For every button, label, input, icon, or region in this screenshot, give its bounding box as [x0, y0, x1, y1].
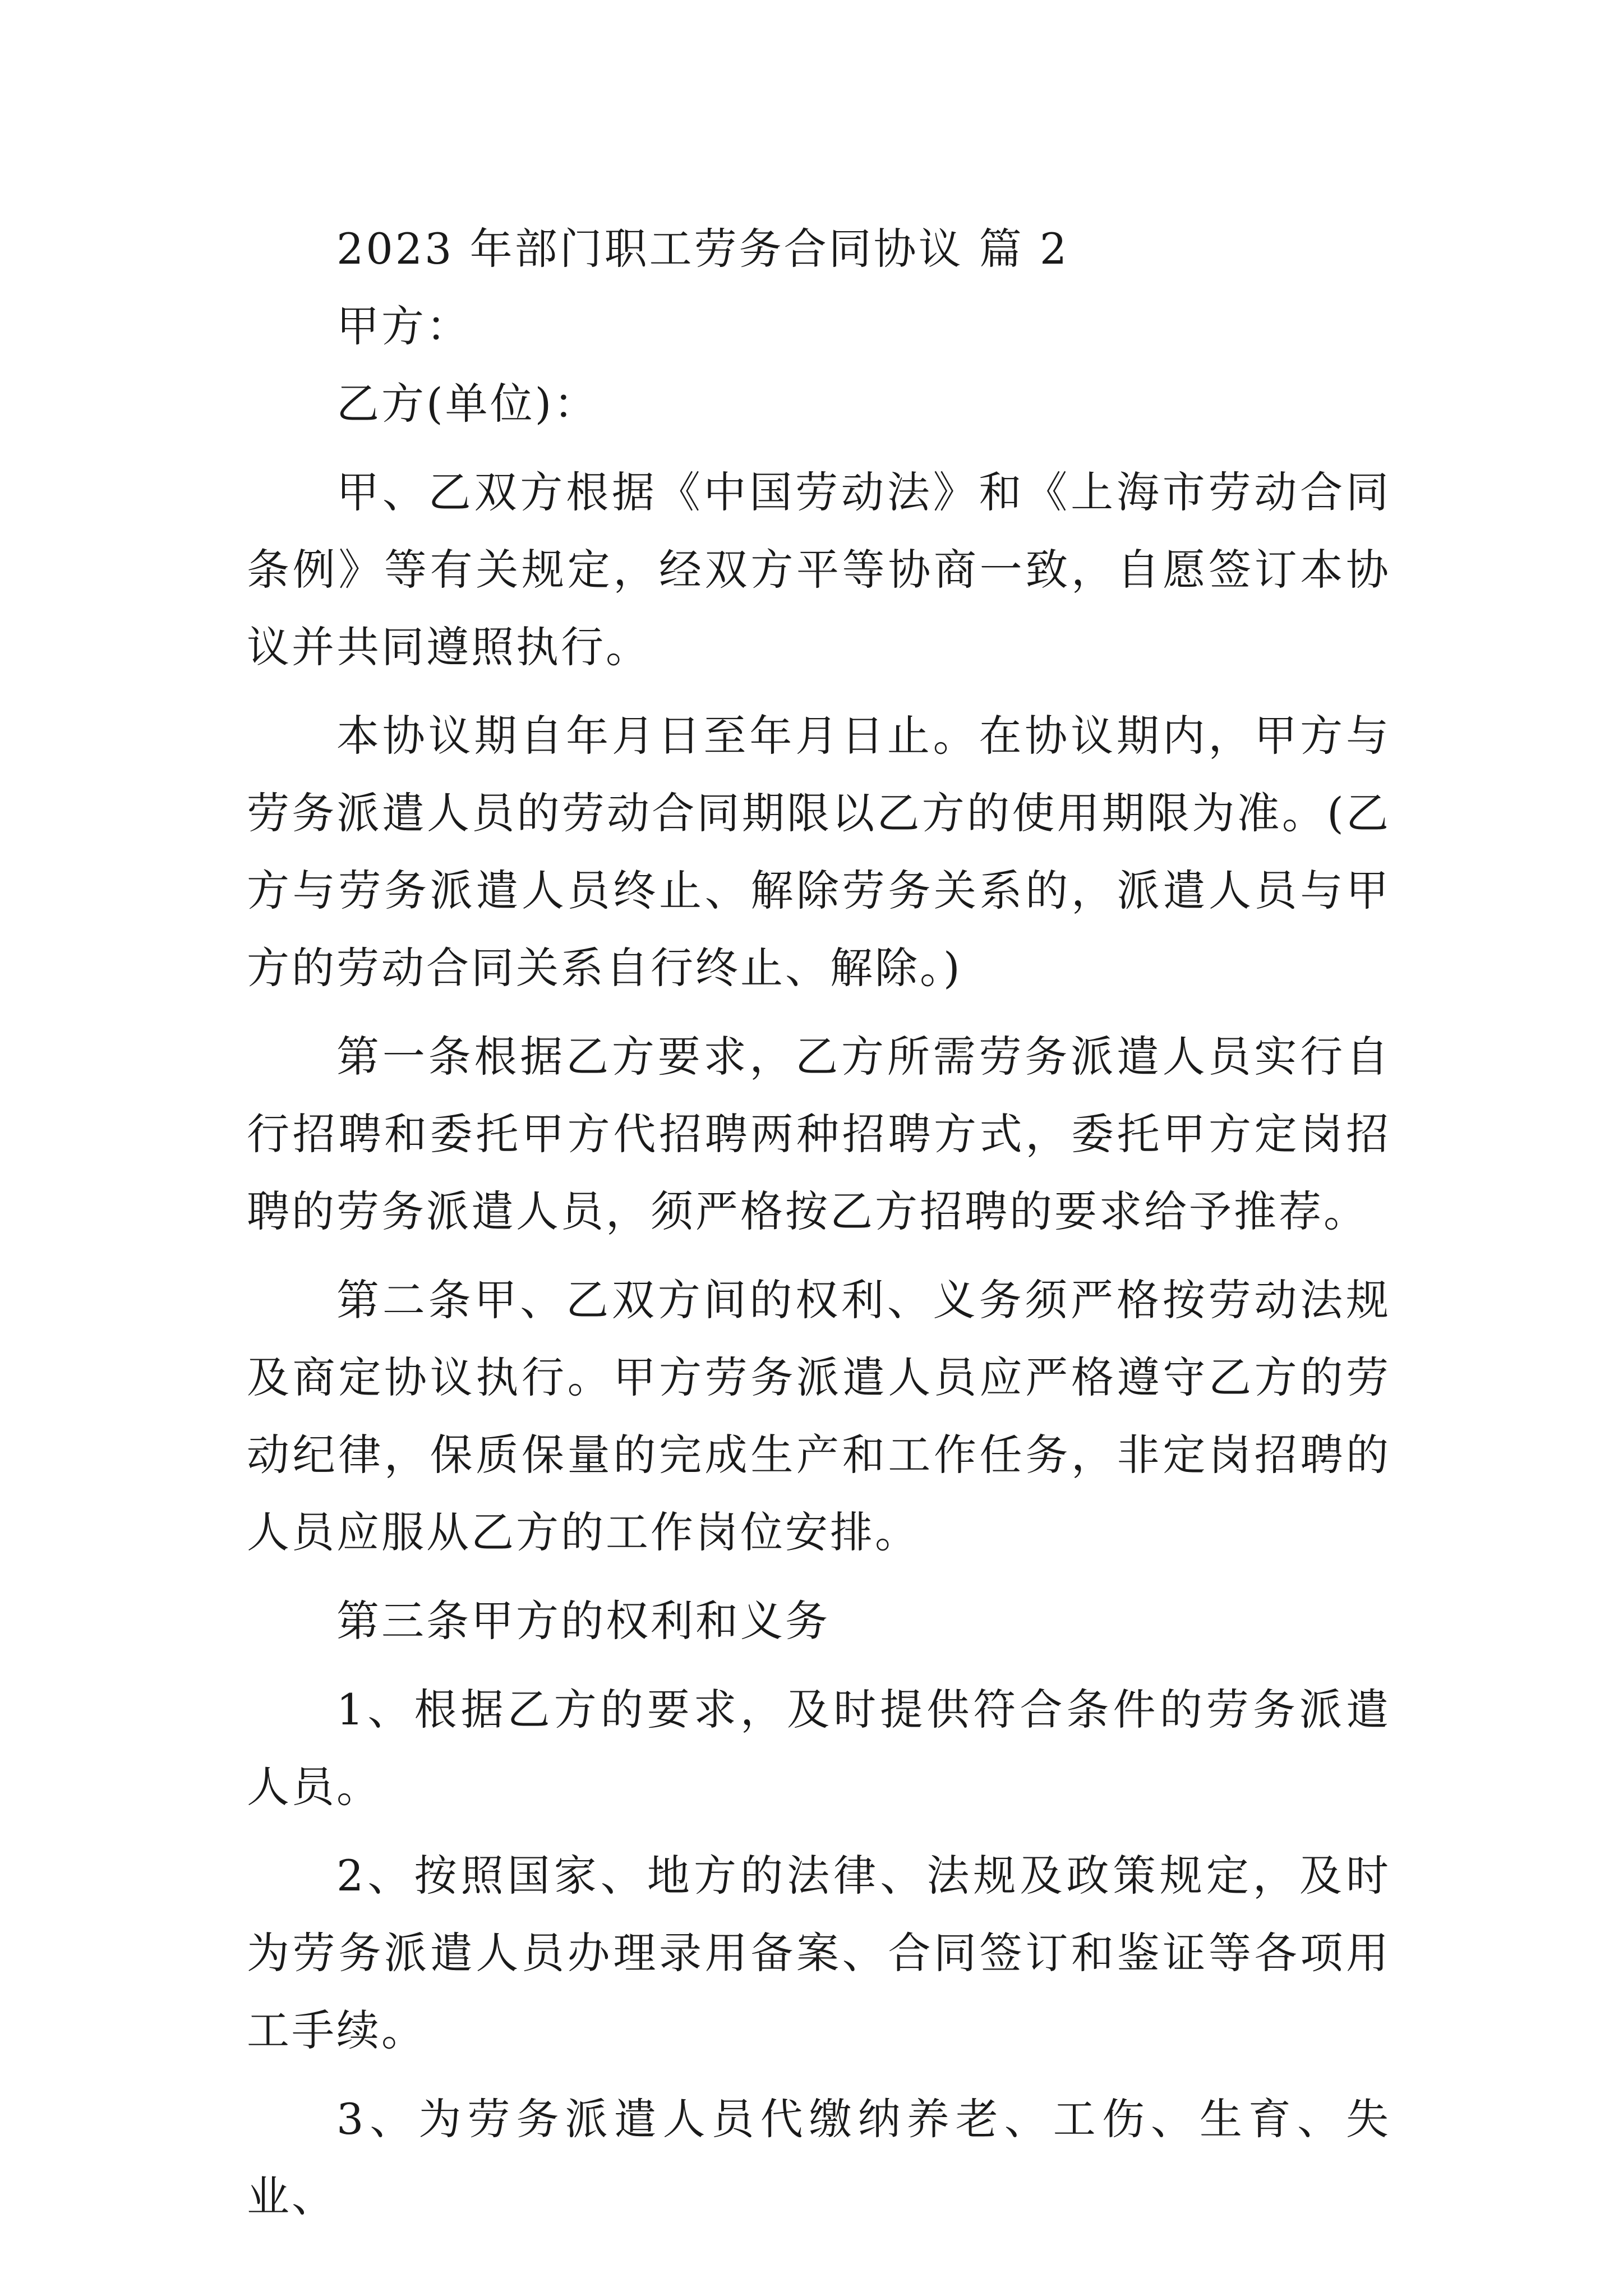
party-b-line: 乙方(单位)：	[336, 379, 599, 429]
document-body	[247, 210, 1391, 2235]
document-title: 2023 年部门职工劳务合同协议 篇 2	[336, 224, 1069, 274]
article-1-paragraph: 第一条根据乙方要求，乙方所需劳务派遣人员实行自行招聘和委托甲方代招聘两种招聘方式，委托甲方定岗招聘的劳务派遣人员，须严格按乙方招聘的要求给予推荐。	[247, 1032, 1391, 1236]
article-2-paragraph: 第二条甲、乙双方间的权利、义务须严格按劳动法规及商定协议执行。甲方劳务派遣人员应严格遵守乙方的劳动纪律，保质保量的完成生产和工作任务，非定岗招聘的人员应服从乙方的工作岗位安排。	[247, 1275, 1391, 1557]
article-3-item-1: 1、根据乙方的要求，及时提供符合条件的劳务派遣人员。	[247, 1685, 1391, 1812]
preamble-paragraph: 甲、乙双方根据《中国劳动法》和《上海市劳动合同条例》等有关规定，经双方平等协商一致，自愿签订本协议并共同遵照执行。	[247, 467, 1391, 672]
article-3-item-2: 2、按照国家、地方的法律、法规及政策规定，及时为劳务派遣人员办理录用备案、合同签订和鉴证等各项用工手续。	[247, 1851, 1391, 2055]
article-3-heading: 第三条甲方的权利和义务	[336, 1596, 830, 1646]
party-a-line: 甲方：	[336, 301, 471, 351]
term-paragraph: 本协议期自年月日至年月日止。在协议期内，甲方与劳务派遣人员的劳动合同期限以乙方的使用期限为准。(乙方与劳务派遣人员终止、解除劳务关系的，派遣人员与甲方的劳动合同关系自行终止、解除。)	[247, 711, 1391, 993]
article-3-item-3: 3、为劳务派遣人员代缴纳养老、工伤、生育、失业、	[247, 2094, 1391, 2221]
